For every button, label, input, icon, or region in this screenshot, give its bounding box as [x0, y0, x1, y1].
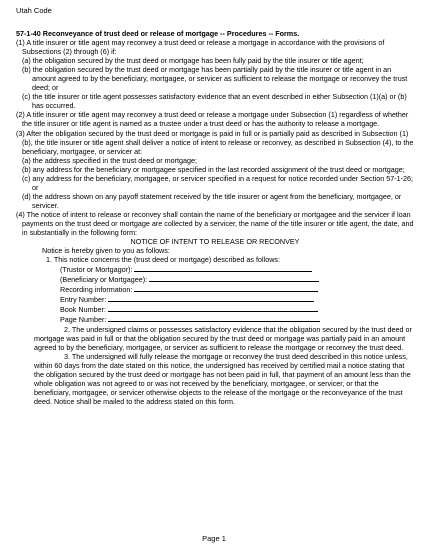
- subsection-1b: (b) the obligation secured by the trust deed or mortgage has been partially paid by the title insurer or title agent in an amount agreed to by the beneficiary, mortgagee, or servicer as sufficient to release the mortgage or reconvey the trust deed; or: [22, 65, 408, 93]
- form-field-beneficiary: [16, 274, 414, 284]
- form-field-label: Page Number:: [60, 315, 109, 325]
- notice-item-2: 2. The undersigned claims or possesses satisfactory evidence that the obligation secured by the trust deed or mortgage was paid in full or that the obligation secured by the trust deed or mortgage was partially paid in an amount agreed to by the beneficiary, mortgagee, or servicer as sufficient to release the mortgage or reconvey the trust deed.: [34, 324, 412, 352]
- form-field-label: Book Number:: [60, 305, 108, 315]
- subsection-1a: (a) the obligation secured by the trust deed or mortgage has been fully paid by the title insurer or title agent;: [22, 56, 364, 66]
- blank-line: [108, 304, 318, 312]
- notice-item-1: 1. This notice concerns the (trust deed or mortgage) described as follows:: [46, 255, 280, 265]
- form-field-page-number: [16, 314, 414, 324]
- form-field-label: (Beneficiary or Mortgagee):: [60, 275, 150, 285]
- subsection-1: (1) A title insurer or title agent may reconvey a trust deed or release a mortgage in accordance with the provisions of Subsections (2) through (6) if:: [16, 38, 385, 57]
- subsection-2: (2) A title insurer or title agent may reconvey a trust deed or release a mortgage under Subsection (1) regardless of whether the title insurer or title agent is named as a trustee under a trust deed or has the authority to release a mortgage.: [16, 110, 409, 129]
- form-field-recording: [16, 284, 414, 294]
- blank-line: [149, 274, 319, 282]
- blank-line: [134, 284, 318, 292]
- form-field-label: Entry Number:: [60, 295, 109, 305]
- blank-line: [134, 264, 312, 272]
- notice-item-3: 3. The undersigned will fully release the mortgage or reconvey the trust deed described in this notice unless, within 60 days from the date stated on this notice, the undersigned has received by certified mail a notice stating that the obligation secured by the trust deed or mortgage has not been paid in full, that payment of an amount less than the whole obligation was not agreed to or was not received by the beneficiary, mortgagee, or servicer, or that the beneficiary, mortgagee, or servicer otherwise objects to the release of the mortgage or the reconveyance of the trust deed. Notice shall be mailed to the address stated on this form.: [34, 351, 411, 406]
- subsection-3b: (b) any address for the beneficiary or mortgagee specified in the last recorded assignment of the trust deed or mortgage;: [22, 164, 405, 174]
- statute-body: [16, 29, 414, 406]
- form-field-entry-number: [16, 294, 414, 304]
- section-title: 57-1-40 Reconveyance of trust deed or release of mortgage -- Procedures -- Forms.: [16, 29, 300, 38]
- subsection-3d: (d) the address shown on any payoff statement received by the title insurer or agent from the beneficiary, mortgagee, or servicer.: [22, 191, 402, 210]
- document-header: Utah Code: [16, 6, 52, 15]
- page-number: Page 1: [202, 534, 226, 543]
- blank-line: [108, 314, 320, 322]
- subsection-3c: (c) any address for the beneficiary, mortgagee, or servicer specified in a request for notice recorded under Section 57-1-26; or: [22, 173, 413, 192]
- form-field-label: Recording information:: [60, 285, 135, 295]
- blank-line: [108, 294, 314, 302]
- subsection-3: (3) After the obligation secured by the trust deed or mortgage is paid in full or is partially paid as described in Subsection (1)(b), the title insurer or title agent shall deliver a notice of intent to release or reconvey, as described in Subsection (4), to the beneficiary, mortgagee, or servicer at:: [16, 128, 414, 156]
- form-field-book-number: [16, 304, 414, 314]
- subsection-1c: (c) the title insurer or title agent possesses satisfactory evidence that an event described in either Subsection (1)(a) or (b) has occurred.: [22, 92, 407, 111]
- notice-intro: Notice is hereby given to you as follows:: [42, 246, 170, 256]
- form-field-label: (Trustor or Mortgagor):: [60, 265, 135, 275]
- subsection-4: (4) The notice of intent to release or reconvey shall contain the name of the beneficiary or mortgagee and the servicer if loan payments on the trust deed or mortgage are collected by a servicer, the name of the title insurer or title agent, the date, and in substantially in the following form:: [16, 209, 414, 238]
- subsection-3a: (a) the address specified in the trust deed or mortgage;: [22, 155, 197, 165]
- notice-heading: NOTICE OF INTENT TO RELEASE OR RECONVEY: [130, 237, 300, 247]
- form-field-trustor: [16, 264, 414, 274]
